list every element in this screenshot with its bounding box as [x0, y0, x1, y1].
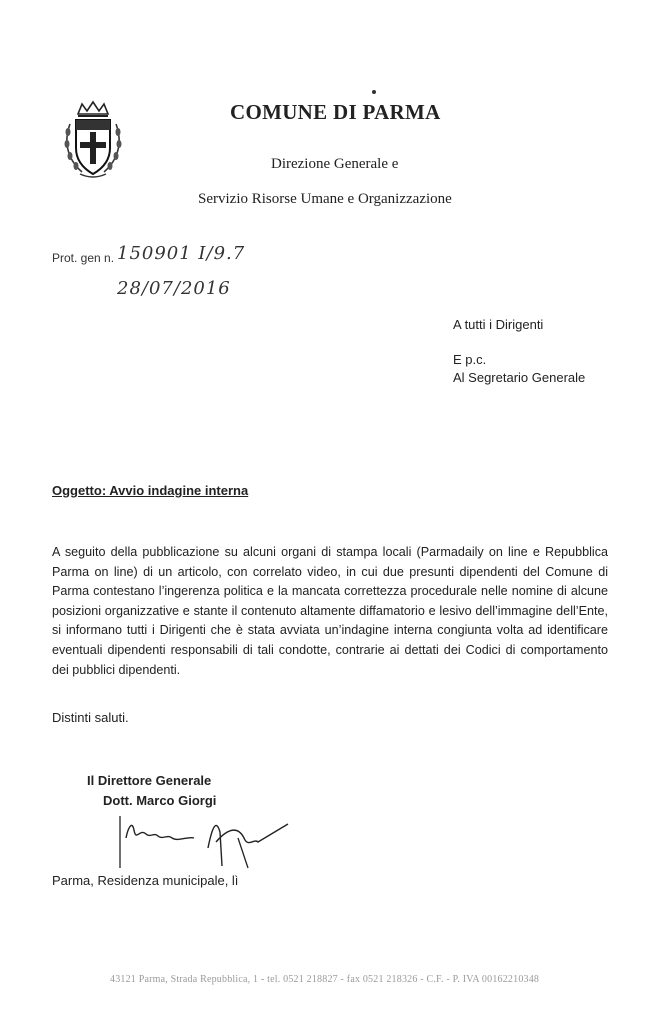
- protocol-number: 150901 I/9.7: [117, 243, 246, 264]
- recipient-cc-label: E p.c.: [453, 352, 487, 367]
- page-title: COMUNE DI PARMA: [230, 100, 441, 124]
- closing-text: Distinti saluti.: [52, 710, 129, 725]
- parma-coat-of-arms-icon: [62, 100, 124, 180]
- handwritten-signature: [98, 808, 308, 878]
- letter-body: A seguito della pubblicazione su alcuni organi di stampa locali (Parmadaily on line e Repubblica Parma on line) di un articolo, con correlato video, in cui due presunti dipendenti del Comune di Parma contestano l’ingerenza politica e la mancata correttezza procedurale nelle nomine di alcune posizioni organizzative e stante il contenuto altamente diffamatorio e lesivo dell’immagine dell’Ente, si informano tutti i Dirigenti che è stata avviata un’indagine interna congiunta volta ad identificare eventuali dipendenti responsabili di tali condotte, contrarie ai dettati dei Codici di comportamento dei pubblici dipendenti.: [52, 545, 608, 677]
- protocol-date: 28/07/2016: [117, 278, 231, 299]
- department-line-1: Direzione Generale e: [271, 156, 399, 172]
- department-line-2: Servizio Risorse Umane e Organizzazione: [198, 191, 452, 207]
- footer-address: 43121 Parma, Strada Repubblica, 1 - tel. 0521 218827 - fax 0521 218326 - C.F. - P. IVA 00162210348: [110, 974, 540, 985]
- ink-dot: [372, 90, 376, 94]
- place-line: Parma, Residenza municipale, lì: [52, 873, 239, 888]
- protocol-label: Prot. gen n.: [52, 251, 115, 265]
- signatory-role: Il Direttore Generale: [87, 773, 212, 788]
- signatory-name: Dott. Marco Giorgi: [103, 793, 217, 808]
- letter-subject: Oggetto: Avvio indagine interna: [52, 483, 249, 498]
- recipient-to: A tutti i Dirigenti: [453, 317, 544, 332]
- recipient-cc: Al Segretario Generale: [453, 370, 586, 385]
